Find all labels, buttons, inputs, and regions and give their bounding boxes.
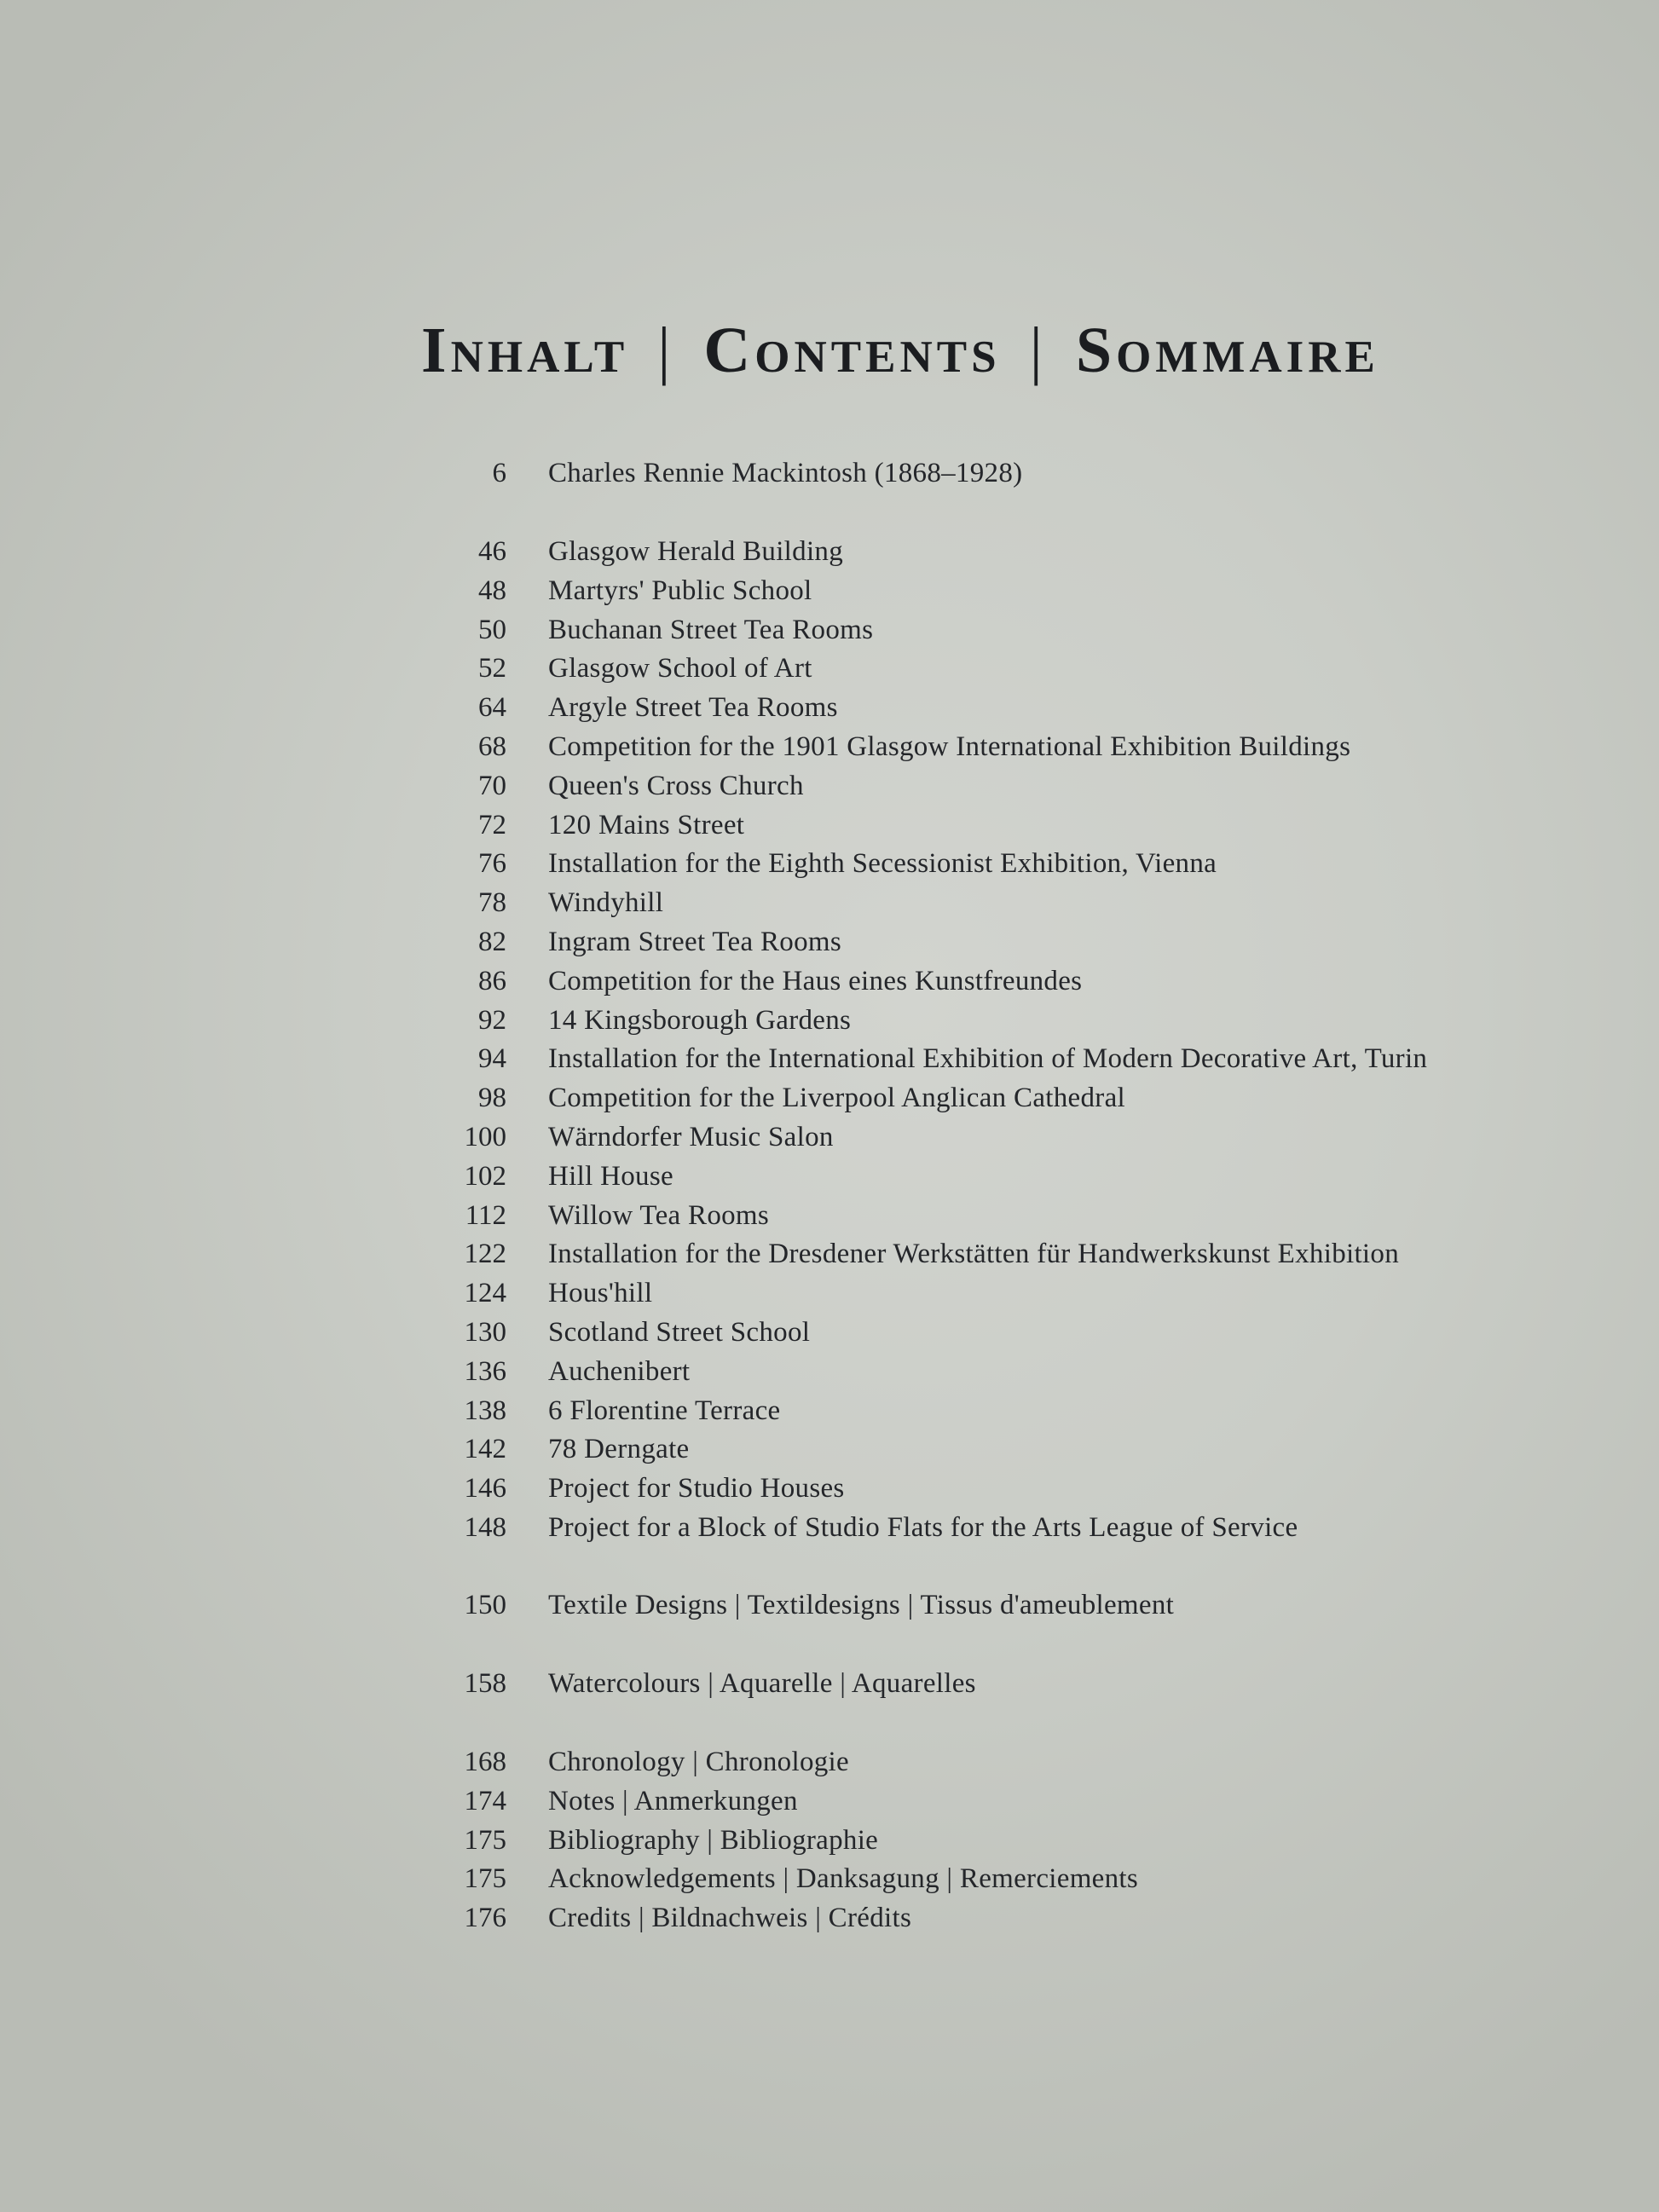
toc-page-number: 146 [464,1473,506,1505]
title-contents: Contents [703,314,1001,386]
toc-page-number: 158 [464,1668,506,1699]
toc-entry [0,806,1659,846]
toc-entry-title: Queen's Cross Church [548,770,804,801]
toc-entry-title: 6 Florentine Terrace [548,1395,781,1426]
toc-entry-title: Project for Studio Houses [548,1473,845,1505]
toc-page-number: 175 [464,1824,506,1856]
toc-page-number: 112 [465,1199,506,1231]
toc-entry-title: 120 Mains Street [548,809,745,840]
toc-entry-title: Auchenibert [548,1355,691,1387]
toc-page-number: 102 [464,1160,506,1192]
toc-entry-title: Project for a Block of Studio Flats for the Arts League of Service [548,1511,1298,1543]
toc-entry [0,1314,1659,1353]
toc-entry [0,650,1659,689]
toc-entry-title: Ingram Street Tea Rooms [548,926,841,957]
toc-entry [0,728,1659,767]
toc-page-number: 174 [464,1785,506,1816]
toc-entry [0,1509,1659,1548]
toc-entry [0,767,1659,806]
toc-page-number: 78 [478,887,506,919]
toc-entry-title: Glasgow Herald Building [548,536,844,567]
toc-page-number: 46 [478,536,506,567]
toc-entry [0,1079,1659,1118]
toc-entry [0,1118,1659,1158]
toc-entry [0,1860,1659,1899]
toc-entry [0,1782,1659,1822]
toc-page-number: 138 [464,1395,506,1426]
toc-page-number: 50 [478,614,506,645]
toc-entry [0,454,1659,494]
toc-entry-title: Chronology | Chronologie [548,1747,849,1777]
toc-page-number: 6 [492,458,506,488]
toc-group-buildings [0,533,1659,1548]
title-sommaire: Sommaire [1075,314,1379,386]
toc-entry [0,611,1659,650]
toc-entry [0,689,1659,728]
toc-entry-title: Acknowledgements | Danksagung | Remerciements [548,1863,1139,1895]
toc-group-textiles [0,1586,1659,1626]
toc-entry-title: Windyhill [548,887,664,919]
toc-entry [0,962,1659,1002]
toc-entry-title: 14 Kingsborough Gardens [548,1004,852,1036]
toc-entry-title: 78 Derngate [548,1434,690,1465]
toc-entry [0,884,1659,923]
toc-page-number: 168 [464,1747,506,1777]
toc-page-number: 148 [464,1511,506,1543]
toc-entry [0,1586,1659,1626]
toc-page-number: 48 [478,575,506,606]
toc-entry [0,1235,1659,1274]
toc-entry [0,1274,1659,1314]
toc-page-number: 72 [478,809,506,840]
toc-entry [0,1899,1659,1938]
toc-entry-title: Credits | Bildnachweis | Crédits [548,1903,912,1934]
toc-page-number: 124 [464,1278,506,1309]
toc-entry [0,1002,1659,1041]
toc-entry-title: Notes | Anmerkungen [548,1785,798,1816]
toc-page-number: 122 [464,1239,506,1270]
toc-entry-title: Watercolours | Aquarelle | Aquarelles [548,1668,976,1699]
toc-group-appendix [0,1743,1659,1938]
toc-page-number: 98 [478,1083,506,1114]
toc-entry-title: Hous'hill [548,1278,653,1309]
toc-entry [0,1040,1659,1079]
toc-entry-title: Textile Designs | Textildesigns | Tissus d'ameublement [548,1590,1175,1620]
toc-group-watercolours [0,1665,1659,1704]
toc-page-number: 92 [478,1004,506,1036]
toc-entry-title: Bibliography | Bibliographie [548,1824,879,1856]
toc-entry [0,1743,1659,1782]
toc-entry [0,533,1659,572]
toc-page-number: 76 [478,848,506,880]
title-separator: | [1029,314,1047,386]
toc-entry-title: Installation for the International Exhibition of Modern Decorative Art, Turin [548,1043,1428,1075]
toc-entry-title: Hill House [548,1160,673,1192]
toc-page-number: 142 [464,1434,506,1465]
toc-entry [0,1353,1659,1392]
toc-entry [0,1665,1659,1704]
toc-page-number: 100 [464,1121,506,1152]
toc-page-number: 64 [478,692,506,724]
toc-entry-title: Martyrs' Public School [548,575,812,606]
toc-page-number: 136 [464,1355,506,1387]
toc-entry-title: Wärndorfer Music Salon [548,1121,834,1152]
toc-entry [0,1822,1659,1861]
toc-entry-title: Installation for the Dresdener Werkstätten für Handwerkskunst Exhibition [548,1239,1399,1270]
title-separator: | [657,314,675,386]
toc-entry [0,1470,1659,1509]
toc-group-introduction [0,454,1659,494]
toc-page-number: 52 [478,653,506,684]
toc-page-number: 86 [478,965,506,996]
toc-entry-title: Installation for the Eighth Secessionist Exhibition, Vienna [548,848,1217,880]
title-inhalt: Inhalt [421,314,629,386]
toc-entry-title: Charles Rennie Mackintosh (1868–1928) [548,458,1023,488]
toc-entry [0,572,1659,611]
toc-entry [0,923,1659,962]
toc-page-number: 82 [478,926,506,957]
toc-page-number: 68 [478,731,506,762]
toc-entry [0,1158,1659,1197]
toc-entry-title: Competition for the 1901 Glasgow International Exhibition Buildings [548,731,1351,762]
toc-page-number: 176 [464,1903,506,1934]
toc-entry-title: Competition for the Liverpool Anglican Cathedral [548,1083,1125,1114]
toc-entry-title: Willow Tea Rooms [548,1199,770,1231]
toc-entry-title: Scotland Street School [548,1316,811,1348]
toc-entry [0,1392,1659,1431]
toc-entry-title: Competition for the Haus eines Kunstfreundes [548,965,1083,996]
toc-page-number: 150 [464,1590,506,1620]
toc-page-number: 175 [464,1863,506,1895]
toc-entry [0,1197,1659,1236]
toc-page-number: 130 [464,1316,506,1348]
toc-entry [0,1430,1659,1470]
toc-entry-title: Buchanan Street Tea Rooms [548,614,874,645]
toc-page-number: 94 [478,1043,506,1075]
toc-entry-title: Argyle Street Tea Rooms [548,692,838,724]
toc-entry [0,845,1659,884]
toc-page-number: 70 [478,770,506,801]
toc-entry-title: Glasgow School of Art [548,653,812,684]
